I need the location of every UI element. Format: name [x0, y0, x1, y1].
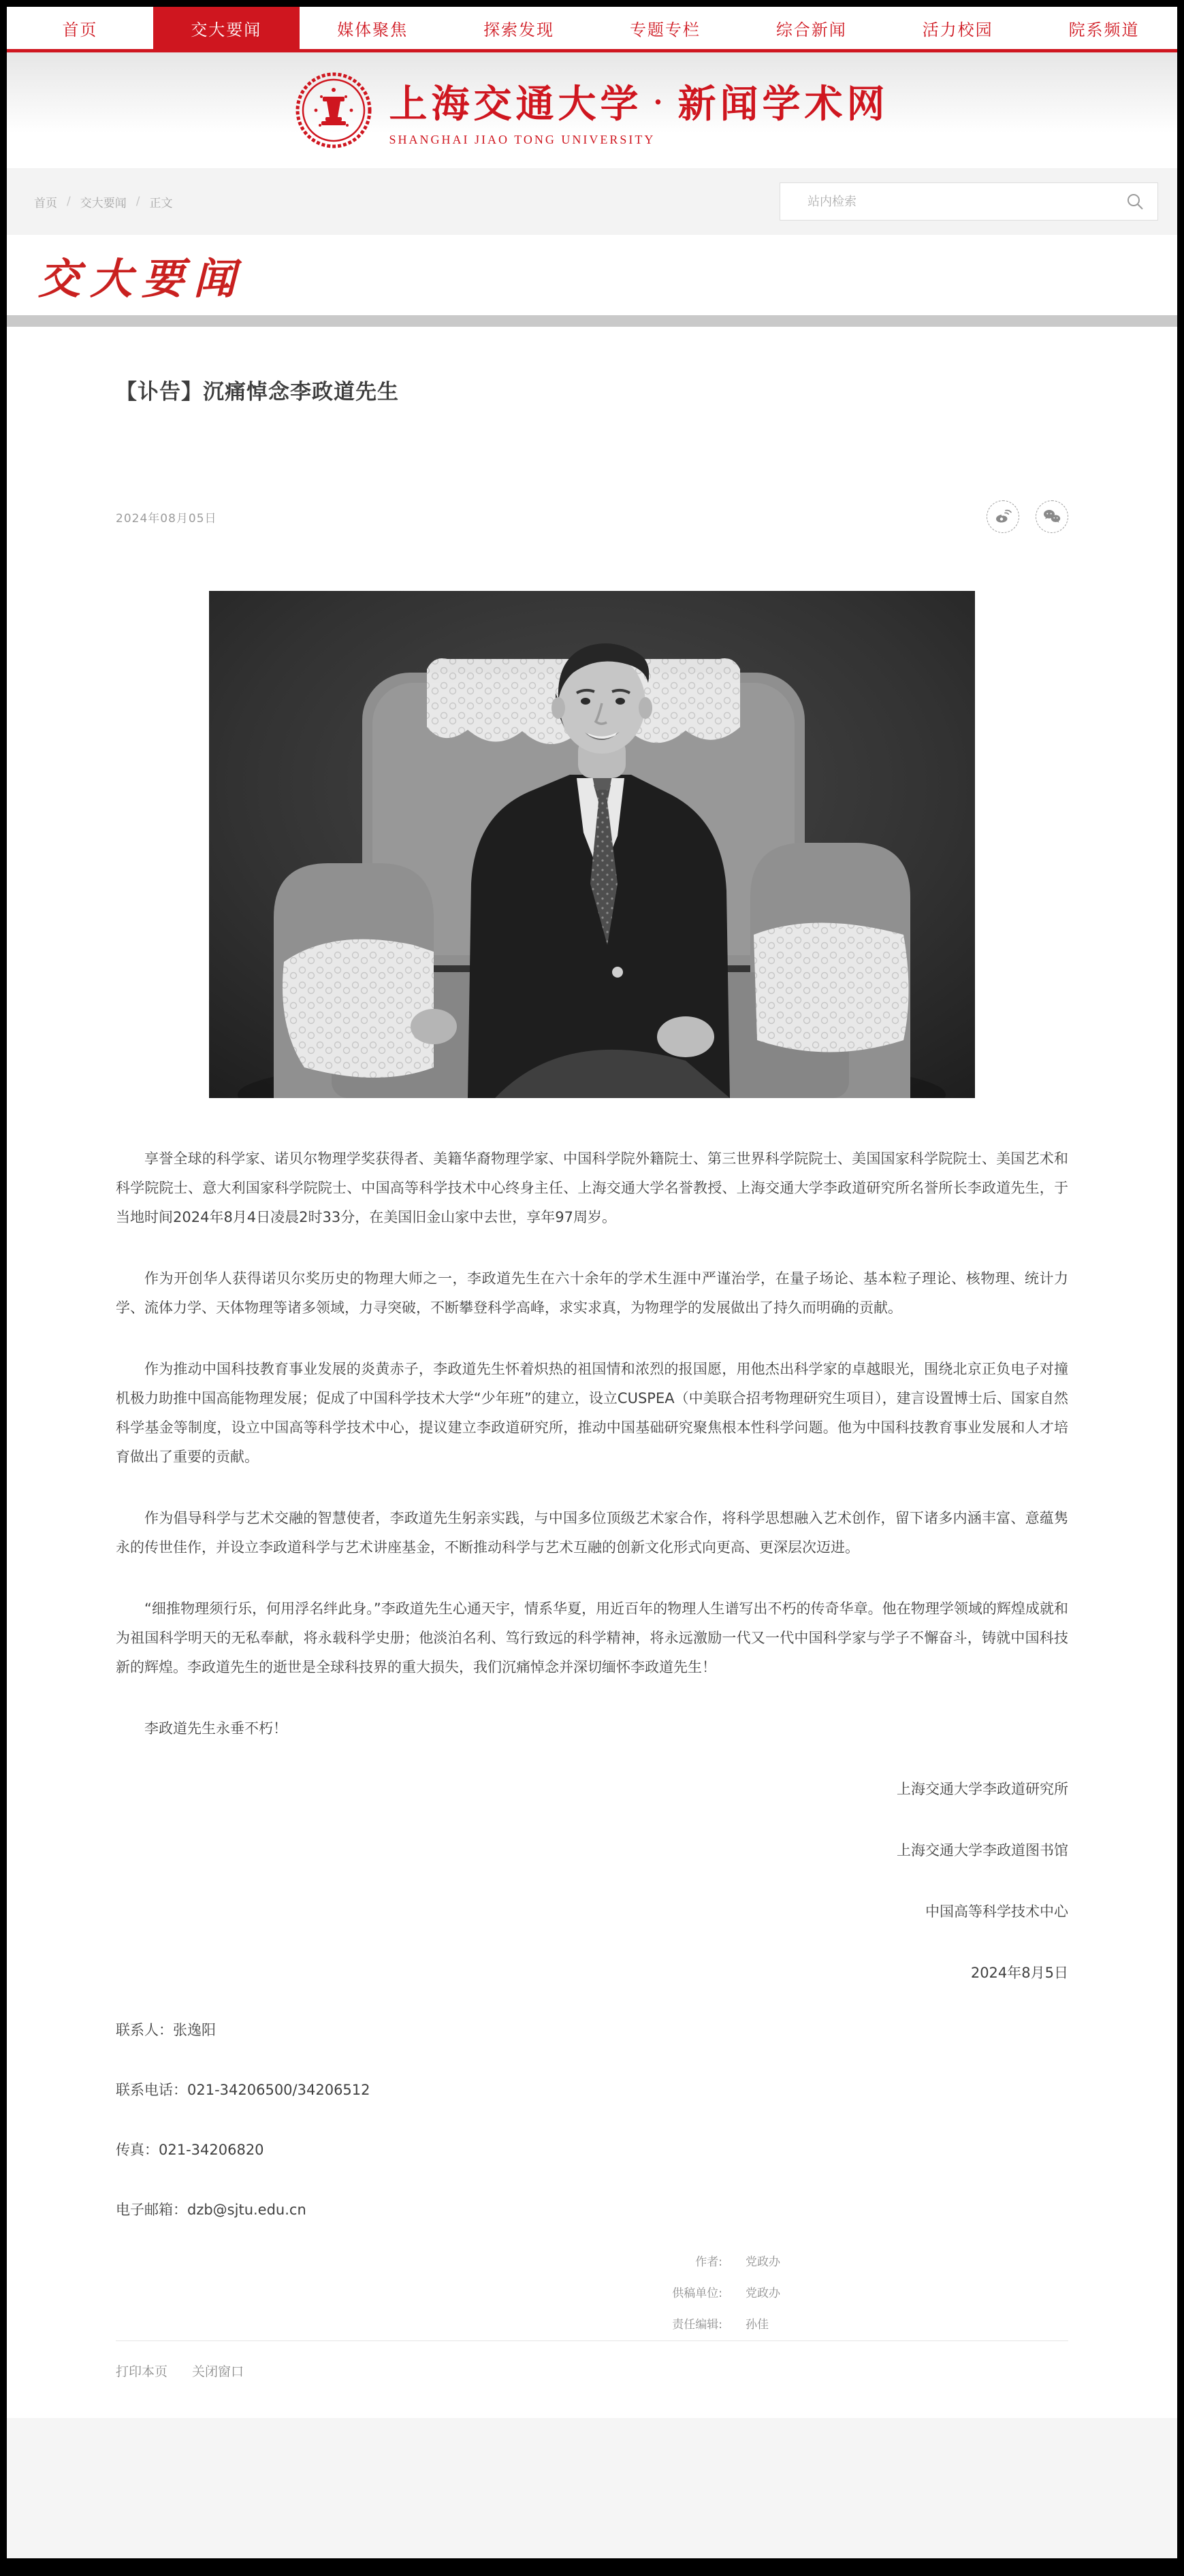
weibo-icon — [993, 507, 1012, 526]
credit-label: 责任编辑: — [672, 2318, 722, 2332]
top-nav — [7, 7, 1177, 52]
footer-links — [116, 2362, 1068, 2380]
breadcrumb-item-1[interactable]: 首页 — [34, 196, 57, 210]
credit-row-2 — [647, 2283, 811, 2304]
share-buttons — [987, 500, 1068, 533]
signature-block — [116, 1775, 1068, 1988]
breadcrumb — [34, 193, 172, 210]
article-paragraph-3: 作为推动中国科技教育事业发展的炎黄赤子，李政道先生怀着炽热的祖国情和浓烈的报国愿，用他杰出科学家的卓越眼光，围绕北京正负电子对撞机极力助推中国高能物理发展；促成了中国科学技术大学“少年班”的建立，设立CUSPEA（中美联合招考物理研究生项目），建言设置博士后、国家自然科学基金等制度，设立中国高等科学技术中心，提议建立李政道研究所，推动中国基础研究聚焦根本性科学问题。他为中国科技教育事业发展和人才培育做出了重要的贡献。 — [116, 1361, 1068, 1465]
contact-line-2: 联系电话：021-34206500/34206512 — [116, 2082, 370, 2098]
credit-value: 党政办 — [746, 2255, 780, 2269]
article-date: 2024年08月05日 — [116, 511, 217, 526]
credit-row-3 — [647, 2315, 811, 2335]
contact-line-3: 传真：021-34206820 — [116, 2142, 264, 2158]
breadcrumb-item-3: 正文 — [149, 196, 173, 210]
article-paragraph-4: 作为倡导科学与艺术交融的智慧使者，李政道先生躬亲实践，与中国多位顶级艺术家合作，将科学思想融入艺术创作，留下诸多内涵丰富、意蕴隽永的传世佳作，并设立李政道科学与艺术讲座基金，不断推动科学与艺术互融的创新文化形式向更高、更深层次迈进。 — [116, 1510, 1068, 1556]
banner-divider — [7, 315, 1177, 327]
nav-tab-1[interactable]: 首页 — [62, 20, 98, 39]
site-search — [780, 182, 1158, 221]
footer-link-1[interactable]: 打印本页 — [116, 2364, 168, 2379]
contact-line-1: 联系人：张逸阳 — [116, 2022, 216, 2038]
search-icon[interactable] — [1126, 193, 1144, 210]
signature-line-4: 2024年8月5日 — [970, 1965, 1068, 1981]
contact-block — [116, 2016, 1068, 2225]
page — [7, 7, 1177, 2558]
sjtu-seal-icon — [295, 72, 372, 148]
nav-tab-4[interactable]: 探索发现 — [483, 20, 555, 39]
site-title-cn: 上海交通大学 · 新闻学术网 — [389, 81, 889, 127]
section-banner — [7, 235, 1177, 315]
breadcrumb-separator: / — [135, 195, 140, 208]
article-paragraph-2: 作为开创华人获得诺贝尔奖历史的物理大师之一，李政道先生在六十余年的学术生涯中严谨治学，在量子场论、基本粒子理论、核物理、统计力学、流体力学、天体物理等诸多领域，力寻突破，不断攀登科学高峰，求实求真，为物理学的发展做出了持久而明确的贡献。 — [116, 1270, 1068, 1316]
nav-tab-8[interactable]: 院系频道 — [1068, 20, 1140, 39]
share-weibo-button[interactable] — [987, 500, 1019, 533]
signature-line-1: 上海交通大学李政道研究所 — [897, 1781, 1068, 1797]
breadcrumb-bar — [7, 168, 1177, 235]
nav-tab-5[interactable]: 专题专栏 — [629, 20, 701, 39]
nav-tab-2[interactable]: 交大要闻 — [153, 7, 300, 49]
site-title — [389, 74, 889, 147]
wechat-icon — [1042, 507, 1062, 526]
breadcrumb-item-2[interactable]: 交大要闻 — [80, 196, 127, 210]
share-wechat-button[interactable] — [1036, 500, 1068, 533]
nav-tab-3[interactable]: 媒体聚焦 — [337, 20, 409, 39]
masthead — [7, 52, 1177, 168]
footer-divider — [116, 2340, 1068, 2341]
title-dot: · — [653, 86, 667, 118]
credit-label: 供稿单位: — [672, 2287, 722, 2300]
article-paragraph-1: 享誉全球的科学家、诺贝尔物理学奖获得者、美籍华裔物理学家、中国科学院外籍院士、第三世界科学院院士、美国国家科学院院士、美国艺术和科学院院士、意大利国家科学院院士、中国高等科学技术中心终身主任、上海交通大学名誉教授、上海交通大学李政道研究所名誉所长李政道先生，于当地时间2024年8月4日凌晨2时33分，在美国旧金山家中去世，享年97周岁。 — [116, 1150, 1068, 1225]
nav-tab-7[interactable]: 活力校园 — [922, 20, 993, 39]
site-title-en: SHANGHAI JIAO TONG UNIVERSITY — [389, 132, 656, 146]
article-paragraph-5: “细推物理须行乐，何用浮名绊此身。”李政道先生心通天宇，情系华夏，用近百年的物理人生谱写出不朽的传奇华章。他在物理学领域的辉煌成就和为祖国科学明天的无私奉献，将永载科学史册；他淡泊名利、笃行致远的科学精神，将永远激励一代又一代中国科学家与学子不懈奋斗，铸就中国科技新的辉煌。李政道先生的逝世是全球科技界的重大损失，我们沉痛悼念并深切缅怀李政道先生！ — [116, 1600, 1068, 1675]
contact-line-4: 电子邮箱：dzb@sjtu.edu.cn — [116, 2202, 306, 2218]
article-paragraph-6: 李政道先生永垂不朽！ — [144, 1720, 287, 1737]
site-logo[interactable] — [295, 72, 889, 148]
signature-line-2: 上海交通大学李政道图书馆 — [897, 1842, 1068, 1858]
credit-value: 孙佳 — [746, 2318, 769, 2332]
article-meta-row — [116, 500, 1068, 533]
credit-row-1 — [647, 2252, 811, 2272]
article-card — [7, 327, 1177, 2418]
footer-link-2[interactable]: 关闭窗口 — [192, 2364, 244, 2379]
article-photo — [209, 591, 975, 1098]
credit-label: 作者: — [695, 2255, 722, 2269]
credit-value: 党政办 — [746, 2287, 780, 2300]
breadcrumb-separator: / — [67, 195, 71, 208]
signature-line-3: 中国高等科学技术中心 — [925, 1903, 1068, 1920]
section-banner-title: 交大要闻 — [38, 253, 246, 304]
article-body — [116, 1144, 1068, 1743]
search-input[interactable] — [806, 194, 1126, 210]
nav-tab-6[interactable]: 综合新闻 — [775, 20, 847, 39]
article-title: 【讣告】沉痛悼念李政道先生 — [116, 380, 399, 404]
credits-block — [116, 2252, 811, 2335]
